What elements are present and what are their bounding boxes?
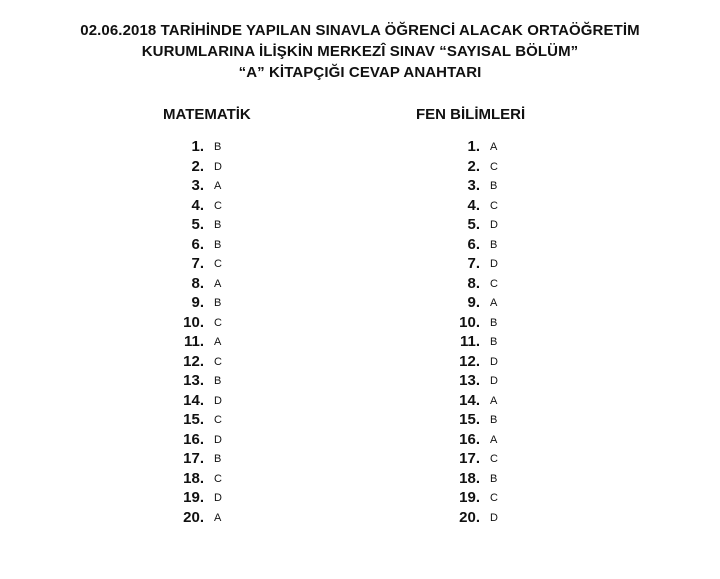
matematik-answer-row	[168, 508, 222, 528]
matematik-answer-row	[168, 293, 222, 313]
fen-bilimleri-answer-row	[444, 508, 498, 528]
fen-bilimleri-answer-row	[444, 293, 498, 313]
answer-letter: B	[490, 180, 498, 193]
question-number: 3.	[467, 177, 480, 195]
question-number: 1.	[191, 138, 204, 156]
fen-bilimleri-answer-row	[444, 274, 498, 294]
fen-bilimleri-answer-row	[444, 137, 498, 157]
document-header	[0, 20, 720, 83]
question-number: 10.	[459, 313, 480, 331]
answer-letter: D	[490, 219, 498, 232]
question-number: 13.	[459, 372, 480, 390]
fen-bilimleri-answer-row	[444, 176, 498, 196]
question-number: 12.	[183, 352, 204, 370]
question-number: 1.	[467, 138, 480, 156]
answer-letter: B	[214, 375, 222, 388]
answer-letter: D	[214, 394, 222, 407]
answer-letter: C	[214, 355, 222, 368]
question-number: 7.	[467, 255, 480, 273]
matematik-answer-row	[168, 391, 222, 411]
question-number: 15.	[183, 411, 204, 429]
answer-letter: A	[214, 336, 222, 349]
question-number: 9.	[467, 294, 480, 312]
answer-letter: B	[214, 141, 222, 154]
question-number: 5.	[467, 216, 480, 234]
answer-letter: D	[214, 492, 222, 505]
answer-letter: D	[490, 258, 498, 271]
matematik-answer-row	[168, 410, 222, 430]
fen-bilimleri-title: FEN BİLİMLERİ	[416, 106, 526, 123]
matematik-answer-row	[168, 274, 222, 294]
answer-letter: D	[214, 160, 222, 173]
fen-bilimleri-answer-row	[444, 196, 498, 216]
question-number: 3.	[191, 177, 204, 195]
answer-letter: C	[490, 199, 498, 212]
question-number: 6.	[467, 235, 480, 253]
answer-letter: C	[214, 472, 222, 485]
answer-letter: B	[214, 453, 222, 466]
matematik-answer-row	[168, 254, 222, 274]
question-number: 19.	[183, 489, 204, 507]
question-number: 5.	[191, 216, 204, 234]
header-line-3: “A” KİTAPÇIĞI CEVAP ANAHTARI	[238, 64, 482, 81]
question-number: 14.	[183, 391, 204, 409]
matematik-answer-row	[168, 196, 222, 216]
question-number: 7.	[191, 255, 204, 273]
question-number: 12.	[459, 352, 480, 370]
answer-letter: C	[490, 453, 498, 466]
matematik-answer-row	[168, 352, 222, 372]
question-number: 10.	[183, 313, 204, 331]
answer-letter: B	[490, 414, 498, 427]
matematik-answer-row	[168, 469, 222, 489]
answer-letter: A	[490, 141, 498, 154]
answer-letter: C	[490, 160, 498, 173]
answer-letter: A	[214, 180, 222, 193]
answer-letter: A	[490, 433, 498, 446]
fen-bilimleri-answer-row	[444, 235, 498, 255]
question-number: 20.	[459, 508, 480, 526]
matematik-answer-row	[168, 371, 222, 391]
fen-bilimleri-answer-row	[444, 254, 498, 274]
matematik-title: MATEMATİK	[163, 106, 251, 123]
answer-letter: C	[490, 277, 498, 290]
question-number: 17.	[183, 450, 204, 468]
fen-bilimleri-answer-row	[444, 157, 498, 177]
question-number: 4.	[467, 196, 480, 214]
question-number: 18.	[459, 469, 480, 487]
matematik-answer-row	[168, 313, 222, 333]
question-number: 19.	[459, 489, 480, 507]
question-number: 6.	[191, 235, 204, 253]
answer-letter: B	[490, 316, 498, 329]
answer-letter: B	[490, 472, 498, 485]
matematik-answer-row	[168, 449, 222, 469]
fen-bilimleri-answer-row	[444, 488, 498, 508]
answer-letter: C	[214, 316, 222, 329]
question-number: 17.	[459, 450, 480, 468]
fen-bilimleri-answer-row	[444, 352, 498, 372]
question-number: 8.	[467, 274, 480, 292]
fen-bilimleri-answer-row	[444, 430, 498, 450]
answer-letter: C	[214, 414, 222, 427]
matematik-answer-row	[168, 488, 222, 508]
question-number: 4.	[191, 196, 204, 214]
question-number: 18.	[183, 469, 204, 487]
answer-letter: C	[214, 258, 222, 271]
answer-letter: B	[490, 336, 498, 349]
matematik-answer-row	[168, 176, 222, 196]
fen-bilimleri-answer-row	[444, 371, 498, 391]
question-number: 11.	[459, 333, 480, 351]
header-line-1: 02.06.2018 TARİHİNDE YAPILAN SINAVLA ÖĞRENCİ ALACAK ORTAÖĞRETİM	[80, 22, 640, 39]
answer-letter: A	[490, 394, 498, 407]
fen-bilimleri-answer-list	[444, 137, 498, 527]
question-number: 13.	[183, 372, 204, 390]
fen-bilimleri-answer-row	[444, 469, 498, 489]
question-number: 20.	[183, 508, 204, 526]
question-number: 15.	[459, 411, 480, 429]
answer-letter: B	[214, 219, 222, 232]
matematik-answer-row	[168, 215, 222, 235]
matematik-answer-list	[168, 137, 222, 527]
answer-letter: A	[214, 277, 222, 290]
answer-letter: C	[490, 492, 498, 505]
answer-letter: D	[490, 511, 498, 524]
question-number: 16.	[183, 430, 204, 448]
header-line-2: KURUMLARINA İLİŞKİN MERKEZÎ SINAV “SAYISAL BÖLÜM”	[141, 43, 579, 60]
matematik-answer-row	[168, 235, 222, 255]
answer-letter: D	[214, 433, 222, 446]
answer-letter: B	[214, 238, 222, 251]
question-number: 2.	[467, 157, 480, 175]
answer-letter: A	[214, 511, 222, 524]
question-number: 11.	[183, 333, 204, 351]
fen-bilimleri-answer-row	[444, 391, 498, 411]
question-number: 16.	[459, 430, 480, 448]
fen-bilimleri-answer-row	[444, 332, 498, 352]
matematik-answer-row	[168, 332, 222, 352]
answer-letter: D	[490, 355, 498, 368]
fen-bilimleri-answer-row	[444, 410, 498, 430]
matematik-answer-row	[168, 137, 222, 157]
question-number: 14.	[459, 391, 480, 409]
fen-bilimleri-answer-row	[444, 449, 498, 469]
answer-letter: D	[490, 375, 498, 388]
question-number: 8.	[191, 274, 204, 292]
answer-letter: C	[214, 199, 222, 212]
matematik-answer-row	[168, 157, 222, 177]
answer-letter: A	[490, 297, 498, 310]
question-number: 2.	[191, 157, 204, 175]
answer-letter: B	[214, 297, 222, 310]
matematik-answer-row	[168, 430, 222, 450]
fen-bilimleri-answer-row	[444, 313, 498, 333]
question-number: 9.	[191, 294, 204, 312]
answer-letter: B	[490, 238, 498, 251]
fen-bilimleri-answer-row	[444, 215, 498, 235]
